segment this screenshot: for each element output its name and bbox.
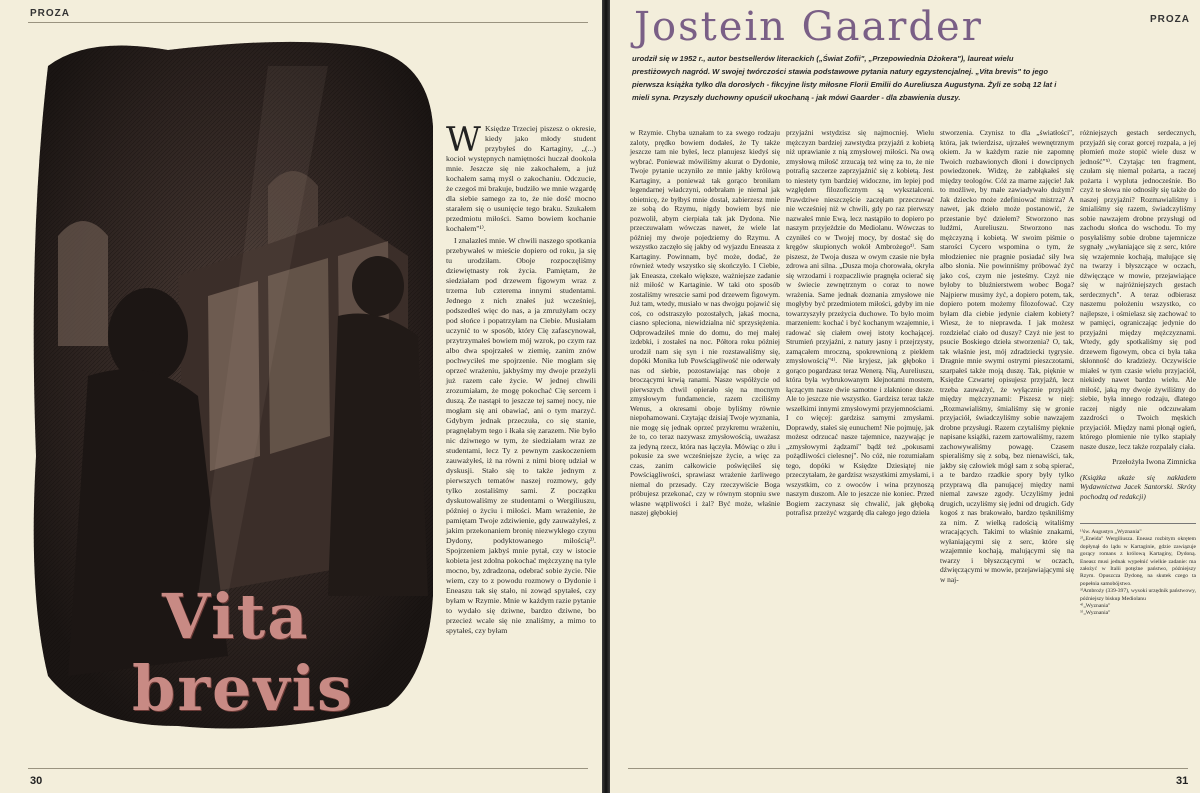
footnote: ²⁾„Eneida" Wergiliusza. Eneasz rozbitym okrętem dopłynął do lądu w Kartaginie, gdzie zawiązuje gorący romans z królową Kartaginy, Dydoną. Eneasz musi jednak wypełnić wielkie zadanie: ma założyć w Italii potężne państwo, późniejszy Rzym. Opuszcza Dydonę, na skutek czego ta popełnia samobójstwo. [1080, 536, 1196, 587]
translator-credit: Przełożyła Iwona Zimnicka [1112, 457, 1196, 466]
footnote: ⁵⁾„Wyznania" [1080, 610, 1111, 617]
title-brevis: brevis [132, 652, 354, 725]
book-gutter [602, 0, 610, 793]
section-label: PROZA [30, 8, 70, 19]
footnote: ³⁾Ambroży (339-397), wysoki urzędnik państwowy, późniejszy biskup Mediolanu [1080, 588, 1196, 602]
paragraph: różniejszych gestach serdecznych, przyjaźń się coraz gorcej rozpala, a jej płomień może stopić wiele dusz w jedność"⁵⁾. Czytając ten fragment, czułam się niemal pożarta, a raczej pożarta i wypluta jednocześnie. Bo czyż te słowa nie odnosiły się także do naszej przyjaźni? Rozmawialiśmy i śmialiśmy się razem, świadczyliśmy sobie nawzajem drobne przysługi od zachodu słońca do wschodu. To my posyłaliśmy sobie drobne tajemnicze sygnały „wyłaniające się z serc, które się wzajemnie kochają, malujące się na twarzy i błyszczące w oczach, dźwięczące w mowie, przejawiające się w najróżniejszych gestach serdecznych". A teraz odbierasz naszemu położeniu wszystko, co najlepsze, i ośmielasz się zachować to w pamięci, ograniczając jedynie do przyjaźni między mężczyznami. Wtedy, gdy spotkaliśmy się pod drzewem figowym, obca ci była taka skłonność do kradzieży. Oczywiście miałeś w tym czasie wielu przyjaciół, niekiedy nawet bardzo wielu. Ale miłość, jaką my dwoje żywiliśmy do siebie, była innego rodzaju, dlatego raczej nigdy nie odczuwałam zazdrości o Twoich męskich przyjaciół. Między nami płonął ogień, którego płomienie nie tylko stapiały nasze dusze, lecz także rozpalały ciała. [1080, 128, 1196, 451]
author-intro: urodził się w 1952 r., autor bestsellerów literackich („Świat Zofii", „Przepowiednia Dżokera"), laureat wielu prestiżowych nagród. W swojej twórczości stawia podstawowe pytania natury egzystencjalnej. „Vita brevis" to jego pierwsza książka tylko dla dorosłych - fikcyjne listy miłosne Florii Emilii do Aureliusza Augustyna. Żyli ze sobą 12 lat i mieli syna. Przyszły duchowny opuścił ukochaną - jak mówi Gaarder - dla zbawienia duszy. [632, 54, 1057, 102]
footnote: ¹⁾św. Augustyn „Wyznania" [1080, 529, 1142, 535]
header-rule [28, 22, 588, 23]
section-label: PROZA [1150, 14, 1190, 25]
title-vita: Vita [162, 580, 310, 653]
right-page [610, 0, 1200, 793]
text-column-1: w Rzymie. Chyba uznałam to za swego rodzaju zaloty, prędko bowiem dodałeś, że Ty także jeszcze tam nie byłeś, lecz planujesz kiedyś się wybrać. Ponieważ mówiliśmy akurat o Dydonie, Twoje pytanie uczyniło ze mnie jakby królową Kartaginy, a ponieważ tak gorąco broniłam legendarnej władczyni, odebrałam je niemal jak obietnicę, że byłbyś mnie dostał, zabierzesz mnie ze sobą do Rzymu, nigdy bowiem byś nie pozwolił, abym cierpiała tak jak Dydona. Nie przeczuwałam wówczas nawet, że wiele lat później my dwoje pojedziemy do Rzymu. A wszystko zaczęło się jakby od wyjazdu Eneasza z Kartaginy. Powinnam, być może, dodać, że również wtedy wszystko się skończyło. I Ciebie, jak Eneasza, czekało większe, ważniejsze zadanie niż miłość w Kartaginie. W taki oto sposób zostaliśmy wreszcie sami pod drzewem figowym. Już tam, wtedy, musiało w nas dwojgu pojawić się coś, co odstraszyło pozostałych, jakaś mocna, ciasno spleciona, niewidzialna nić sprzysiężenia. Odprowadziłeś mnie do domu, do mej małej izdebki, i zostałeś na noc. Półtora roku później urodził nam się syn i nie rozstawaliśmy się, dopóki Monika lub Powściągliwość nie oderwały nas od siebie, pozostawiając nas oboje z broczącymi krwią ranami. Nasze współżycie od pierwszych chwil opierało się na mocnym zmysłowym fundamencie, razem czciliśmy Wenus, a okresami oboje byliśmy równie niepohamowani. Czytając dzisiaj Twoje wyznania, nie mogę się jednak oprzeć przykremu wrażeniu, że to, co teraz nazywasz zmysłowością, uważasz za jedyną rzecz, która nas łączyła. Mówiąc o złu i pokusie za swe wcześniejsze życie, a więc za czas, zanim całkowicie poświęciłeś się Powściągliwości, sprawiasz wrażenie żarliwego niemal do przesady. Czy rzeczywiście Boga próbujesz przekonać, czy w równym stopniu swe własne wątpliwości i żal? Być może, właśnie naszej głębokiej [630, 128, 780, 517]
paragraph: Księdze Trzeciej piszesz o okresie, kiedy jako młody student przybyłeś do Kartaginy, „(...) kocioł występnych namiętności huczał dookoła mnie. Jeszcze się nie zakochałem, a już kochałem samą myśl o zakochaniu. Odczucie, że czegoś mi brakuje, budziło we mnie wzgardę dla siebie samego za to, że nie dość mocno starałem się o usunięcie tego braku. Szukałem przedmiotu miłości. Samo bowiem kochanie kochałem"¹⁾. [446, 124, 596, 233]
text-column-1 [446, 120, 596, 638]
footer-rule [628, 768, 1188, 769]
footnote: ⁴⁾„Wyznania" [1080, 603, 1111, 610]
paragraph: I znalazłeś mnie. W chwili naszego spotkania przebywałeś w mieście dopiero od roku, ja się tu urodziłam. Oboje rozpoczęliśmy dziewiętnasty rok życia. Pamiętam, że siedziałam pod drzewem figowym wraz z trzema lub czterema innymi studentami. Jednego z nich znałeś już wcześniej, podszedłeś więc do nas, a ja zmrużyłam oczy pod słońce i popatrzyłam na Ciebie. Musiałam uczynić to w sposób, który Cię zafascynował, przytrzymałeś bowiem mój wzrok, po czym raz albo dwa spojrzałeś w ziemię, zanim znów pochwyciłeś me spojrzenie. Nie mogłam się oprzeć wrażeniu, jakbyśmy my dwoje przeżyli już razem całe życie. W jednej chwili zrozumiałam, że mogę pokochać Cię sercem i duszą. Że nastąpi to jeszcze tej samej nocy, nie mogłam się ani obawiać, ani o tym marzyć. Gdybym jednak przeczuła, co się stanie, pragnęłabym tego i łkała się zarazem. Nie było nic dziwnego w tym, że siedziałam wraz ze studentami, lecz Ty z pewnym zaskoczeniem zauważyłeś, iż na równi z nimi biorę udział w dyskusji. Stało się to także jednym z pierwszych tematów naszej rozmowy, gdy tylko zostaliśmy sami. Z początku dyskutowaliśmy ze studentami o Wergiliuszu, później o życiu i miłości. Mam wrażenie, że pamiętam Twoje zdziwienie, gdy zauważyłeś, z jakim przekonaniem bronię niezwykłego czynu Dydony, podyktowanego miłością²⁾. Spojrzeniem jakbyś mnie pytał, czy w istocie kobieta jest zdolna pokochać mężczyznę na tyle mocno, by, zdradzona, odebrać sobie życie. Nie wiem, czy to z powodu rozmowy o Dydonie i Eneaszu tak się stało, ni zowąd spytałeś, czy byłam w Rzymie. Mnie w każdym razie pytanie to wydało się dziwne, bardzo dziwne, bo przecież wcale się nie znaliśmy, a mimo to spytałeś, czy byłam [446, 236, 596, 635]
text-column-2: przyjaźni wstydzisz się najmocniej. Wielu mężczyzn bardziej zawstydza przyjaźń z kobietą niż uprawianie z nią zmysłowej miłości. Na ową zmysłową miłość zrzucają też winę za to, że nie potrafią szczerze zaprzyjaźnić się z kobietą. Jest to niestety tym bardziej widoczne, im lepiej pod względem filozoficznym są wykształceni. Prawdziwe nieszczęście zaczęłam przeczuwać nie wcześniej niż w chwili, gdy po raz pierwszy nazwałeś mnie Ewą, lecz nastąpiło to dopiero po naszym przyjeździe do Mediolanu. Wówczas to czyniłeś co w Twojej mocy, by dostać się do kręgów skupionych wokół Ambrożego³⁾. Sam piszesz, że Twoja dusza w owym czasie nie była zdrowa ani silna. „Dusza moja chorowała, okryła się wrzodami i rozpaczliwie pragnęła ocierać się w świecie zewnętrznym o coraz to nowe wrażenia. Same jednak doznania zmysłowe nie mogłyby być przedmiotem miłości, gdyby im nie towarzyszyły przeżycia duchowe. To było moim marzeniem: kochać i być kochanym wzajemnie, i radować się ciałem owej istoty kochającej. Strumień przyjaźni, z natury jasny i przejrzysty, zamącałem mroczną, spokrewnioną z piekłem zmysłowością"⁴⁾. Nie kryjesz, jak głęboko i gorąco pogardzasz teraz Wenerą. Nią, Aureliuszu, która była wybrukowanym klejnotami mostem, łączącym nasze dwie samotne i złaknione dusze. Ale to jeszcze nie wszystko. Gardzisz teraz także wszelkimi innymi zmysłowymi przyjemnościami. I co więcej: gardzisz samymi zmysłami. Doprawdy, stałeś się eunuchem! Nie pojmuję, jak możesz odrzucać nasze tajemnice, nazywając je „zmysłowymi żądzami" bądź też „pokusami pożądliwości cielesnej". No cóż, nie rozumiałam tego, dopóki w Księdze Dziesiątej nie przeczytałam, że gardzisz wszystkimi zmysłami, i wszystkim, co z owoców i wina przynoszą naszym duszom. Ale to jeszcze nie koniec. Przed Bogiem zaczynasz się chwalić, jak głęboką potrafisz przeżyć wzgardę dla całego jego dzieła [786, 128, 934, 517]
page-number: 30 [30, 775, 43, 787]
text-column-3: stworzenia. Czynisz to dla „światłości", która, jak twierdzisz, ujrzałeś wewnętrznym okiem. Ja w każdym razie nie zapomnę Twoich rozbawionych dłoni i dowcipnych powiedzonek. Widzę, że zabłąkałeś się między teologów. Cóż za marne zajęcie! Jak to możliwe, by małe zawiadywało dużym? Jak dziecko może zdefiniować mistrza? A nawet, jak dzieło może postanowić, że przestanie być dziełem? Stworzono nas ludźmi, Aureliuszu. Stworzono nas mężczyzną i kobietą. W swoim piśmie o starości Cycero wspomina o tym, że młodzieniec nie pragnie posiadać siły lwa albo słonia. Nie powinniśmy próbować żyć jako coś, czym nie jesteśmy. Czyż nie byłoby to bluźnierstwem wobec Boga? Najpierw musimy żyć, a dopiero potem, tak, dopiero potem możemy filozofować. Czy byłam dla ciebie jedynie ciałem kobiety? Wiesz, że to nieprawda. I jak możesz rozdzielać ciało od duszy? Czyż nie jest to psucie Boskiego dzieła stworzenia? O, tak, tak właśnie jest, mój zdradziecki tygrysie. Dragnie mnie swymi ostrymi pieszczotami, szarpałeś także moją duszę. Tak, pięknie w Księdze Czwartej opisujesz przyjaźń, lecz trzeba zauważyć, że wyłącznie przyjaźń między mężczyznami: Piszesz w niej: „Rozmawialiśmy, śmialiśmy się w gronie przyjaciół, świadczyliśmy sobie nawzajem drobne przysługi. Razem czytaliśmy pięknie napisane książki, razem zartowaliśmy, razem zachowywaliśmy powagę. Czasem spieraliśmy się z sobą, bez nienawiści, tak, jakby się człowiek mógł sam z sobą spierać, a te bardzo rzadkie spory były tylko przyprawą dla panującej między nami niemal zawsze zgody. Uczyliśmy jedni drugich, uczyliśmy się jedni od drugich. Gdy kogoś z nas brakowało, bardzo tęskniliśmy za nim. Z wielką radością witaliśmy wracających. Takimi to właśnie znakami, wyłaniającymi się z serc, które się wzajemnie kochają, malującymi się na twarzy i błyszczącymi w oczach, dźwięczącymi w mowie, przejawiającymi się w naj- [940, 128, 1074, 584]
dropcap: W [446, 120, 481, 160]
footnotes [1080, 523, 1196, 618]
author-title: Jostein Gaarder [634, 4, 983, 50]
page-number: 31 [1176, 775, 1189, 787]
footer-rule [28, 768, 588, 769]
text-column-4 [1080, 128, 1196, 618]
publisher-note: (Książka ukaże się nakładem Wydawnictwa Jacek Santorski. Skróty pochodzą od redakcji) [1080, 472, 1196, 501]
